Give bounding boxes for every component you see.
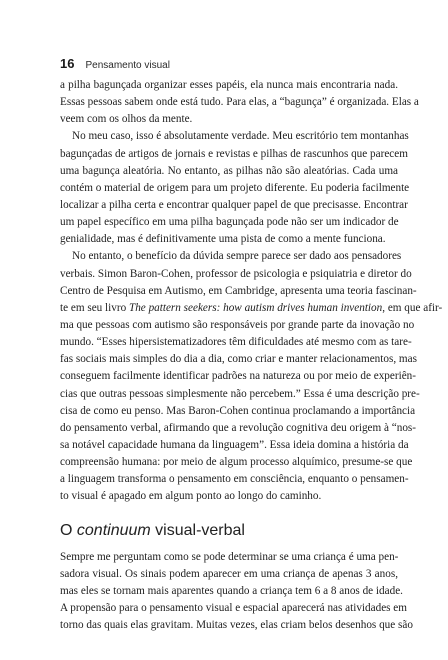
- page-number: 16: [60, 56, 75, 71]
- paragraph-3: [60, 248, 443, 505]
- text-line: um papel específico em uma pilha bagunçada pode não ser um indicador de: [60, 216, 399, 229]
- text-line: verbais. Simon Baron-Cohen, professor de psicologia e psiquiatria e diretor do: [60, 267, 412, 280]
- section-heading-suffix: visual-verbal: [150, 521, 245, 539]
- text-line: sa notável capacidade humana da linguagem”. Essa ideia domina a história da: [60, 438, 409, 451]
- text-line: No entanto, o benefício da dúvida sempre parece ser dado aos pensadores: [72, 250, 402, 263]
- section-heading-prefix: O: [60, 521, 77, 539]
- paragraph-4: [60, 549, 413, 635]
- page-header: [60, 56, 398, 76]
- section-heading: [60, 519, 398, 543]
- text-line: to visual é apagado em algum ponto ao longo do caminho.: [60, 490, 322, 503]
- running-title: Pensamento visual: [85, 60, 170, 71]
- text-line: localizar a pilha certa e encontrar qualquer papel de que precisasse. Encontrar: [60, 198, 408, 211]
- text-line: cias que outras pessoas simplesmente não percebem.” Essa é uma descrição pre-: [60, 387, 420, 400]
- text-line: ma que pessoas com autismo são responsáveis por grande parte da inovação no: [60, 318, 415, 331]
- book-title: The pattern seekers: how autism drives human invention: [128, 301, 383, 314]
- text-line: te em seu livro The pattern seekers: how autism drives human invention, em que afir-: [60, 301, 443, 314]
- text-line: Centro de Pesquisa em Autismo, em Cambridge, apresenta uma teoria fascinan-: [60, 284, 417, 297]
- section-heading-emphasis: continuum: [76, 521, 151, 539]
- text-line: a linguagem transforma o pensamento em consciência, enquanto o pensamen-: [60, 473, 409, 486]
- text-line: cisa de como eu penso. Mas Baron-Cohen continua proclamando a importância: [60, 404, 416, 417]
- text-line: No meu caso, isso é absolutamente verdade. Meu escritório tem montanhas: [72, 130, 409, 143]
- text-line: Sempre me perguntam como se pode determinar se uma criança é uma pen-: [60, 550, 399, 563]
- text-line: a pilha bagunçada organizar esses papéis, ela nunca mais encontraria nada.: [60, 79, 398, 91]
- text-line: contém o material de origem para um projeto diferente. Eu poderia facilmente: [60, 181, 410, 194]
- text-line: uma bagunça aleatória. No entanto, as pilhas não são aleatórias. Cada uma: [60, 164, 398, 177]
- text-line: bagunçadas de artigos de jornais e revistas e pilhas de rascunhos que parecem: [60, 147, 408, 160]
- paragraph-1: [60, 77, 419, 128]
- text-line: sadora visual. Os sinais podem aparecer em uma criança de apenas 3 anos,: [60, 567, 398, 580]
- text-line: veem com os olhos da mente.: [60, 113, 193, 126]
- text-line: compreensão humana: por meio de algum processo alquímico, presume-se que: [60, 456, 413, 469]
- paragraph-2: [60, 128, 410, 248]
- text-line: Essas pessoas sabem onde está tudo. Para elas, a “bagunça” é organizada. Elas a: [60, 96, 419, 109]
- text-line: genialidade, mas é definitivamente uma pista de como a mente funciona.: [60, 233, 386, 246]
- text-line: mundo. “Esses hipersistematizadores têm dificuldades até mesmo com as tare-: [60, 336, 412, 349]
- text-line: torno das quais elas gravitam. Muitas vezes, elas criam belos desenhos que são: [60, 619, 413, 632]
- text-line: do pensamento verbal, afirmando que a revolução cognitiva deu origem à “nos-: [60, 421, 417, 434]
- text-line: conseguem facilmente identificar padrões na natureza ou por meio de experiên-: [60, 370, 416, 383]
- text-line: mas eles se tornam mais aparentes quando a criança tem 6 a 8 anos de idade.: [60, 584, 403, 597]
- text-line: fas sociais mais simples do dia a dia, como criar e manter relacionamentos, mas: [60, 353, 417, 366]
- page-body: [60, 77, 443, 634]
- text-line: A propensão para o pensamento visual e espacial aparecerá nas atividades em: [60, 601, 407, 614]
